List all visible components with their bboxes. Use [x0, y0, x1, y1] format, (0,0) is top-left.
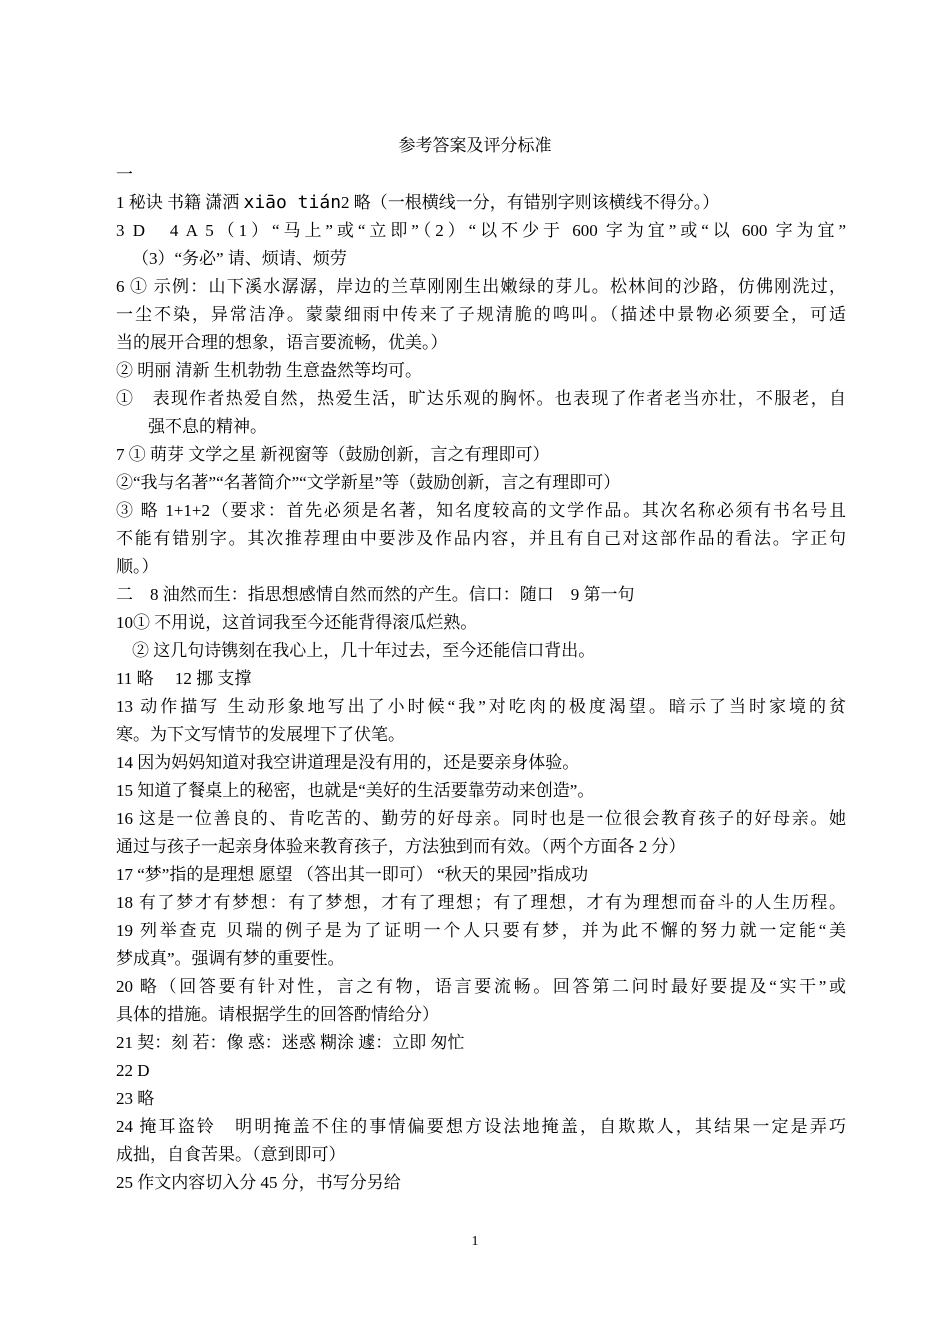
answer-line-7-3-cont: 不能有错别字。其次推荐理由中要涉及作品内容，并且有自己对这部作品的看法。字正句: [116, 529, 846, 548]
answer-line-13: 13 动作描写 生动形象地写出了小时候“我”对吃肉的极度渴望。暗示了当时家境的贫: [116, 697, 846, 716]
answer-text: 1 秘诀 书籍 潇洒: [116, 193, 244, 212]
answer-line-16: 16 这是一位善良的、肯吃苦的、勤劳的好母亲。同时也是一位很会教育孩子的好母亲。她: [116, 809, 846, 828]
answer-key-body: [116, 161, 846, 1197]
answer-text: 2 略（一根横线一分，有错别字则该横线不得分。）: [341, 193, 720, 212]
answer-line-7-2: ②“我与名著”“名著简介”“文学新星”等（鼓励创新，言之有理即可）: [116, 473, 621, 492]
answer-line-21: 21 契：刻 若：像 惑：迷惑 糊涂 遽：立即 匆忙: [116, 1033, 465, 1052]
answer-line-25: 25 作文内容切入分 45 分，书写分另给: [116, 1173, 401, 1192]
answer-line-20-cont: 具体的措施。请根据学生的回答酌情给分）: [116, 1005, 439, 1024]
answer-line-19: 19 列举查克 贝瑞的例子是为了证明一个人只要有梦，并为此不懈的努力就一定能“美: [116, 921, 846, 940]
answer-line-22: 22 D: [116, 1061, 150, 1080]
answer-line-3: 3 D 4 A 5（1）“马上”或“立即”（2）“以不少于 600 字为宜”或“以 600 字为宜”: [116, 221, 846, 240]
answer-line-24: 24 掩耳盗铃 明明掩盖不住的事情偏要想方设法地掩盖，自欺欺人，其结果一定是弄巧: [116, 1117, 846, 1136]
answer-line-13-cont: 寒。为下文写情节的发展埋下了伏笔。: [116, 725, 405, 744]
page-title: 参考答案及评分标准: [398, 136, 552, 155]
answer-line-24-cont: 成拙，自食苦果。（意到即可）: [116, 1145, 346, 1164]
answer-line-20: 20 略（回答要有针对性，言之有物，语言要流畅。回答第二问时最好要提及“实干”或: [116, 977, 846, 996]
answer-line-23: 23 略: [116, 1089, 155, 1108]
answer-line-10-2: ② 这几句诗镌刻在我心上，几十年过去，至今还能信口背出。: [132, 641, 596, 660]
answer-line-7: 7 ① 萌芽 文学之星 新视窗等（鼓励创新，言之有理即可）: [116, 445, 550, 464]
answer-line-7-3: ③ 略 1+1+2（要求：首先必须是名著，知名度较高的文学作品。其次名称必须有书名号且: [116, 501, 846, 520]
answer-line-15: 15 知道了餐桌上的秘密，也就是“美好的生活要靠劳动来创造”。: [116, 781, 595, 800]
answer-line-7-3-cont: 顺。）: [116, 557, 159, 576]
answer-line-6-3-cont: 强不息的精神。: [148, 417, 267, 436]
answer-line-1: [116, 189, 846, 217]
answer-line-6-cont: 当的展开合理的想象，语言要流畅，优美。）: [116, 333, 448, 352]
section-one-heading: 一: [116, 165, 133, 184]
answer-line-18: 18 有了梦才有梦想：有了梦想，才有了理想；有了理想，才有为理想而奋斗的人生历程。: [116, 893, 846, 912]
answer-line-11: 11 略 12 挪 支撑: [116, 669, 252, 688]
answer-line-6-2: ② 明丽 清新 生机勃勃 生意盎然等均可。: [116, 361, 422, 380]
section-two-line: 二 8 油然而生：指思想感情自然而然的产生。信口：随口 9 第一句: [116, 585, 635, 604]
answer-line-16-cont: 通过与孩子一起亲身体验来教育孩子，方法独到而有效。（两个方面各 2 分）: [116, 837, 686, 856]
answer-line-6: 6 ① 示例：山下溪水潺潺，岸边的兰草刚刚生出嫩绿的芽儿。松林间的沙路，仿佛刚洗过，: [116, 277, 846, 296]
answer-line-3-cont: （3）“务必” 请、烦请、烦劳: [132, 249, 347, 268]
answer-line-19-cont: 梦成真”。强调有梦的重要性。: [116, 949, 345, 968]
answer-line-10: 10① 不用说，这首词我至今还能背得滚瓜烂熟。: [116, 613, 478, 632]
answer-line-6-3: ① 表现作者热爱自然，热爱生活，旷达乐观的胸怀。也表现了作者老当亦壮，不服老，自: [116, 389, 846, 408]
answer-line-6-cont: 一尘不染，异常洁净。蒙蒙细雨中传来了子规清脆的鸣叫。（描述中景物必须要全，可适: [116, 305, 846, 324]
answer-line-14: 14 因为妈妈知道对我空讲道理是没有用的，还是要亲身体验。: [116, 753, 580, 772]
pinyin-text: xiāo tián: [243, 192, 342, 213]
answer-line-17: 17 “梦”指的是理想 愿望 （答出其一即可） “秋天的果园”指成功: [116, 865, 589, 884]
page-number: 1: [471, 1234, 479, 1249]
